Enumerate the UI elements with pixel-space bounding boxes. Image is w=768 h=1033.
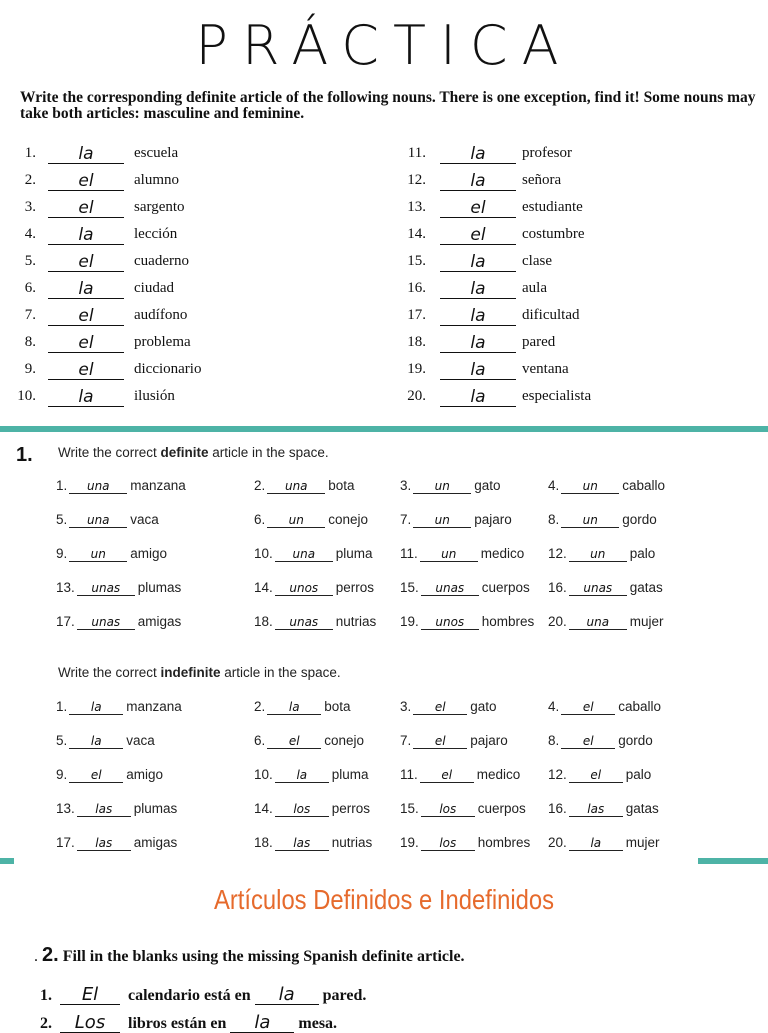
noun: vaca — [126, 733, 155, 748]
exercise-item — [56, 801, 177, 821]
answer-blank[interactable]: el — [420, 768, 474, 783]
answer-blank[interactable]: los — [421, 836, 475, 851]
noun: gatas — [629, 580, 663, 595]
indefinite-instructions: Write the correct indefinite article in the space. — [58, 665, 341, 680]
noun: ventana — [522, 361, 569, 377]
item-number: 8. — [548, 512, 560, 527]
answer-blank[interactable]: unas — [77, 615, 135, 630]
exercise-item — [56, 835, 177, 855]
noun: mujer — [629, 614, 664, 629]
item-number: 10. — [254, 767, 273, 782]
noun: conejo — [324, 733, 365, 748]
exercise-item — [56, 767, 163, 787]
item-number: 8. — [548, 733, 560, 748]
answer-blank[interactable]: la — [48, 388, 124, 407]
answer-blank[interactable]: la — [440, 361, 516, 380]
exercise-item — [56, 614, 181, 634]
noun: amigas — [133, 835, 178, 850]
answer-blank[interactable]: el — [267, 734, 321, 749]
exercise-item — [548, 767, 651, 787]
exercise-item — [56, 580, 181, 600]
item-number: 7. — [400, 733, 412, 748]
answer-blank[interactable]: el — [48, 307, 124, 326]
exercise-item — [56, 478, 186, 498]
answer-blank[interactable]: el — [48, 199, 124, 218]
noun: cuaderno — [134, 253, 189, 269]
exercise-row — [0, 226, 768, 252]
answer-blank[interactable]: las — [275, 836, 329, 851]
exercise-item — [254, 614, 376, 634]
answer-blank[interactable]: las — [77, 836, 131, 851]
answer-blank[interactable]: el — [48, 334, 124, 353]
section1-instructions: Write the corresponding definite article of the following nouns. There is one exception, find it! Some nouns may take both articles: masculine and feminine. — [20, 89, 756, 122]
noun: hombres — [481, 614, 535, 629]
answer-blank[interactable]: el — [69, 768, 123, 783]
noun: bota — [328, 478, 355, 493]
answer-blank[interactable]: la — [275, 768, 329, 783]
item-number: 18. — [254, 614, 273, 629]
answer-blank[interactable]: un — [267, 513, 325, 528]
exercise-item — [254, 580, 374, 600]
noun: costumbre — [522, 226, 585, 242]
answer-blank[interactable]: la — [440, 145, 516, 164]
noun: problema — [134, 334, 191, 350]
answer-blank[interactable]: el — [48, 172, 124, 191]
item-number: 14. — [254, 580, 273, 595]
item-number: 6. — [254, 512, 266, 527]
item-number: 18. — [254, 835, 273, 850]
item-number: 12. — [548, 546, 567, 561]
noun: medico — [480, 546, 525, 561]
answer-blank[interactable]: unas — [275, 615, 333, 630]
noun: escuela — [134, 145, 179, 161]
exercise-row — [0, 145, 768, 171]
noun: gato — [474, 478, 501, 493]
answer-blank[interactable]: el — [413, 734, 467, 749]
exercise-row — [0, 280, 768, 306]
answer-blank[interactable]: la — [440, 334, 516, 353]
noun: audífono — [134, 307, 188, 323]
exercise-item — [548, 699, 661, 719]
teal-divider-right — [698, 858, 768, 864]
noun: gordo — [618, 733, 653, 748]
noun: perros — [331, 801, 371, 816]
answer-blank[interactable]: el — [561, 700, 615, 715]
exercise-item — [254, 801, 370, 821]
item-number: 15. — [400, 580, 419, 595]
answer-blank[interactable]: la — [440, 280, 516, 299]
noun: amigo — [126, 767, 164, 782]
exercise-item — [548, 580, 663, 600]
answer-blank[interactable]: el — [48, 253, 124, 272]
noun: pajaro — [474, 512, 512, 527]
item-number: 9. — [56, 546, 68, 561]
exercise-2-instructions: . 2. Fill in the blanks using the missing Spanish definite article. — [34, 944, 465, 966]
exercise-item — [400, 546, 524, 566]
item-number: 2. — [254, 478, 266, 493]
item-number: 17. — [407, 307, 426, 323]
noun: sargento — [134, 199, 185, 215]
answer-blank[interactable]: la — [440, 388, 516, 407]
item-number: 11. — [400, 546, 418, 561]
exercise-item — [400, 614, 534, 634]
item-number: 4. — [24, 226, 36, 242]
noun: palo — [625, 767, 652, 782]
exercise-row — [0, 172, 768, 198]
item-number: 12. — [548, 767, 567, 782]
exercise-2-row-2: 2. Los libros están en la mesa. — [40, 1012, 338, 1033]
exercise-item — [548, 733, 653, 753]
noun: manzana — [126, 699, 182, 714]
item-number: 19. — [400, 835, 419, 850]
noun: ciudad — [134, 280, 174, 296]
item-number: 14. — [407, 226, 426, 242]
exercise-item — [400, 835, 530, 855]
exercise-item — [400, 580, 530, 600]
noun: perros — [335, 580, 375, 595]
answer-blank[interactable]: el — [440, 199, 516, 218]
answer-blank[interactable]: un — [413, 513, 471, 528]
exercise-row — [0, 361, 768, 387]
item-number: 3. — [24, 199, 36, 215]
item-number: 20. — [548, 614, 567, 629]
answer-blank[interactable]: una — [275, 547, 333, 562]
noun: amigo — [130, 546, 168, 561]
exercise-item — [56, 512, 159, 532]
answer-blank[interactable]: los — [275, 802, 329, 817]
exercise-item — [254, 733, 364, 753]
noun: gatas — [625, 801, 659, 816]
answer-blank[interactable]: unas — [421, 581, 479, 596]
exercise-item — [56, 733, 155, 753]
exercise-row — [0, 307, 768, 333]
answer-blank[interactable]: la — [440, 307, 516, 326]
definite-instructions: Write the correct definite article in the space. — [58, 445, 329, 460]
exercise-item — [254, 835, 372, 855]
item-number: 2. — [24, 172, 36, 188]
noun: pajaro — [470, 733, 508, 748]
answer-blank[interactable]: Los — [60, 1014, 120, 1033]
item-number: 9. — [56, 767, 68, 782]
answer-blank[interactable]: la — [230, 1014, 294, 1033]
item-number: 14. — [254, 801, 273, 816]
answer-blank[interactable]: un — [561, 479, 619, 494]
item-number: 1. — [24, 145, 36, 161]
answer-blank[interactable]: el — [569, 768, 623, 783]
item-number: 1. — [56, 699, 68, 714]
noun: caballo — [622, 478, 666, 493]
answer-blank[interactable]: unas — [569, 581, 627, 596]
exercise-item — [548, 546, 655, 566]
item-number: 20. — [407, 388, 426, 404]
exercise-item — [254, 767, 369, 787]
answer-blank[interactable]: la — [255, 986, 319, 1005]
answer-blank[interactable]: la — [440, 253, 516, 272]
noun: señora — [522, 172, 562, 188]
item-number: 2. — [254, 699, 266, 714]
noun: nutrias — [335, 614, 377, 629]
answer-blank[interactable]: una — [569, 615, 627, 630]
exercise-item — [400, 478, 501, 498]
exercise-item — [56, 546, 167, 566]
exercise-item — [548, 512, 657, 532]
item-number: 16. — [548, 580, 567, 595]
item-number: 8. — [24, 334, 36, 350]
noun: profesor — [522, 145, 572, 161]
answer-blank[interactable]: la — [48, 226, 124, 245]
exercise-item — [56, 699, 182, 719]
answer-blank[interactable]: los — [421, 802, 475, 817]
exercise-item — [400, 801, 526, 821]
answer-blank[interactable]: una — [69, 513, 127, 528]
noun: pluma — [335, 546, 373, 561]
item-number: 9. — [24, 361, 36, 377]
item-number: 5. — [56, 512, 68, 527]
item-number: 1. — [56, 478, 68, 493]
exercise-item — [400, 512, 512, 532]
exercise-number-1: 1. — [16, 444, 33, 466]
item-number: 17. — [56, 614, 75, 629]
answer-blank[interactable]: el — [561, 734, 615, 749]
exercise-item — [254, 699, 351, 719]
answer-blank[interactable]: El — [60, 986, 120, 1005]
answer-blank[interactable]: unos — [275, 581, 333, 596]
item-number: 6. — [24, 280, 36, 296]
noun: nutrias — [331, 835, 373, 850]
answer-blank[interactable]: la — [69, 734, 123, 749]
answer-blank[interactable]: las — [569, 802, 623, 817]
item-number: 11. — [407, 145, 426, 161]
answer-blank[interactable]: la — [69, 700, 123, 715]
noun: gordo — [622, 512, 657, 527]
noun: medico — [476, 767, 521, 782]
exercise-item — [400, 767, 520, 787]
exercise-item — [400, 733, 508, 753]
item-number: 5. — [56, 733, 68, 748]
noun: manzana — [130, 478, 186, 493]
noun: aula — [522, 280, 547, 296]
exercise-item — [548, 835, 660, 855]
noun: cuerpos — [477, 801, 526, 816]
noun: conejo — [328, 512, 369, 527]
item-number: 4. — [548, 699, 560, 714]
item-number: 20. — [548, 835, 567, 850]
answer-blank[interactable]: unos — [421, 615, 479, 630]
answer-blank[interactable]: una — [267, 479, 325, 494]
page-title: PRÁCTICA — [195, 14, 573, 77]
exercise-item — [254, 546, 373, 566]
noun: vaca — [130, 512, 159, 527]
teal-divider-left — [0, 858, 14, 864]
noun: palo — [629, 546, 656, 561]
item-number: 11. — [400, 767, 418, 782]
teal-divider-top — [0, 426, 768, 432]
item-number: 19. — [407, 361, 426, 377]
answer-blank[interactable]: el — [48, 361, 124, 380]
item-number: 15. — [400, 801, 419, 816]
item-number: 10. — [17, 388, 36, 404]
exercise-item — [254, 512, 368, 532]
noun: bota — [324, 699, 351, 714]
item-number: 13. — [407, 199, 426, 215]
item-number: 10. — [254, 546, 273, 561]
item-number: 18. — [407, 334, 426, 350]
answer-blank[interactable]: el — [440, 226, 516, 245]
item-number: 4. — [548, 478, 560, 493]
exercise-row — [0, 388, 768, 414]
noun: dificultad — [522, 307, 580, 323]
noun: diccionario — [134, 361, 202, 377]
noun: lección — [134, 226, 178, 242]
noun: especialista — [522, 388, 592, 404]
noun: plumas — [137, 580, 182, 595]
item-number: 6. — [254, 733, 266, 748]
exercise-row — [0, 334, 768, 360]
item-number: 17. — [56, 835, 75, 850]
section-heading: Artículos Definidos e Indefinidos — [213, 884, 554, 915]
item-number: 16. — [548, 801, 567, 816]
exercise-item — [548, 614, 664, 634]
noun: amigas — [137, 614, 182, 629]
item-number: 16. — [407, 280, 426, 296]
noun: pared — [522, 334, 556, 350]
item-number: 12. — [407, 172, 426, 188]
item-number: 15. — [407, 253, 426, 269]
answer-blank[interactable]: un — [420, 547, 478, 562]
noun: pluma — [331, 767, 369, 782]
noun: hombres — [477, 835, 531, 850]
answer-blank[interactable]: un — [413, 479, 471, 494]
answer-blank[interactable]: las — [77, 802, 131, 817]
exercise-row — [0, 199, 768, 225]
answer-blank[interactable]: un — [561, 513, 619, 528]
answer-blank[interactable]: la — [267, 700, 321, 715]
exercise-item — [254, 478, 355, 498]
exercise-2-row-1: 1. El calendario está en la pared. — [40, 984, 367, 1005]
item-number: 3. — [400, 478, 412, 493]
item-number: 5. — [24, 253, 36, 269]
answer-blank[interactable]: la — [569, 836, 623, 851]
exercise-row — [0, 253, 768, 279]
answer-blank[interactable]: la — [48, 145, 124, 164]
exercise-item — [400, 699, 497, 719]
item-number: 13. — [56, 801, 75, 816]
answer-blank[interactable]: la — [440, 172, 516, 191]
answer-blank[interactable]: el — [413, 700, 467, 715]
item-number: 13. — [56, 580, 75, 595]
exercise-item — [548, 478, 665, 498]
answer-blank[interactable]: un — [69, 547, 127, 562]
item-number: 19. — [400, 614, 419, 629]
answer-blank[interactable]: una — [69, 479, 127, 494]
answer-blank[interactable]: unas — [77, 581, 135, 596]
noun: mujer — [625, 835, 660, 850]
noun: alumno — [134, 172, 179, 188]
exercise-item — [548, 801, 659, 821]
item-number: 7. — [24, 307, 36, 323]
item-number: 3. — [400, 699, 412, 714]
item-number: 7. — [400, 512, 412, 527]
noun: estudiante — [522, 199, 583, 215]
answer-blank[interactable]: la — [48, 280, 124, 299]
noun: gato — [470, 699, 497, 714]
noun: clase — [522, 253, 552, 269]
noun: plumas — [133, 801, 178, 816]
noun: ilusión — [134, 388, 175, 404]
answer-blank[interactable]: un — [569, 547, 627, 562]
noun: cuerpos — [481, 580, 530, 595]
noun: caballo — [618, 699, 662, 714]
